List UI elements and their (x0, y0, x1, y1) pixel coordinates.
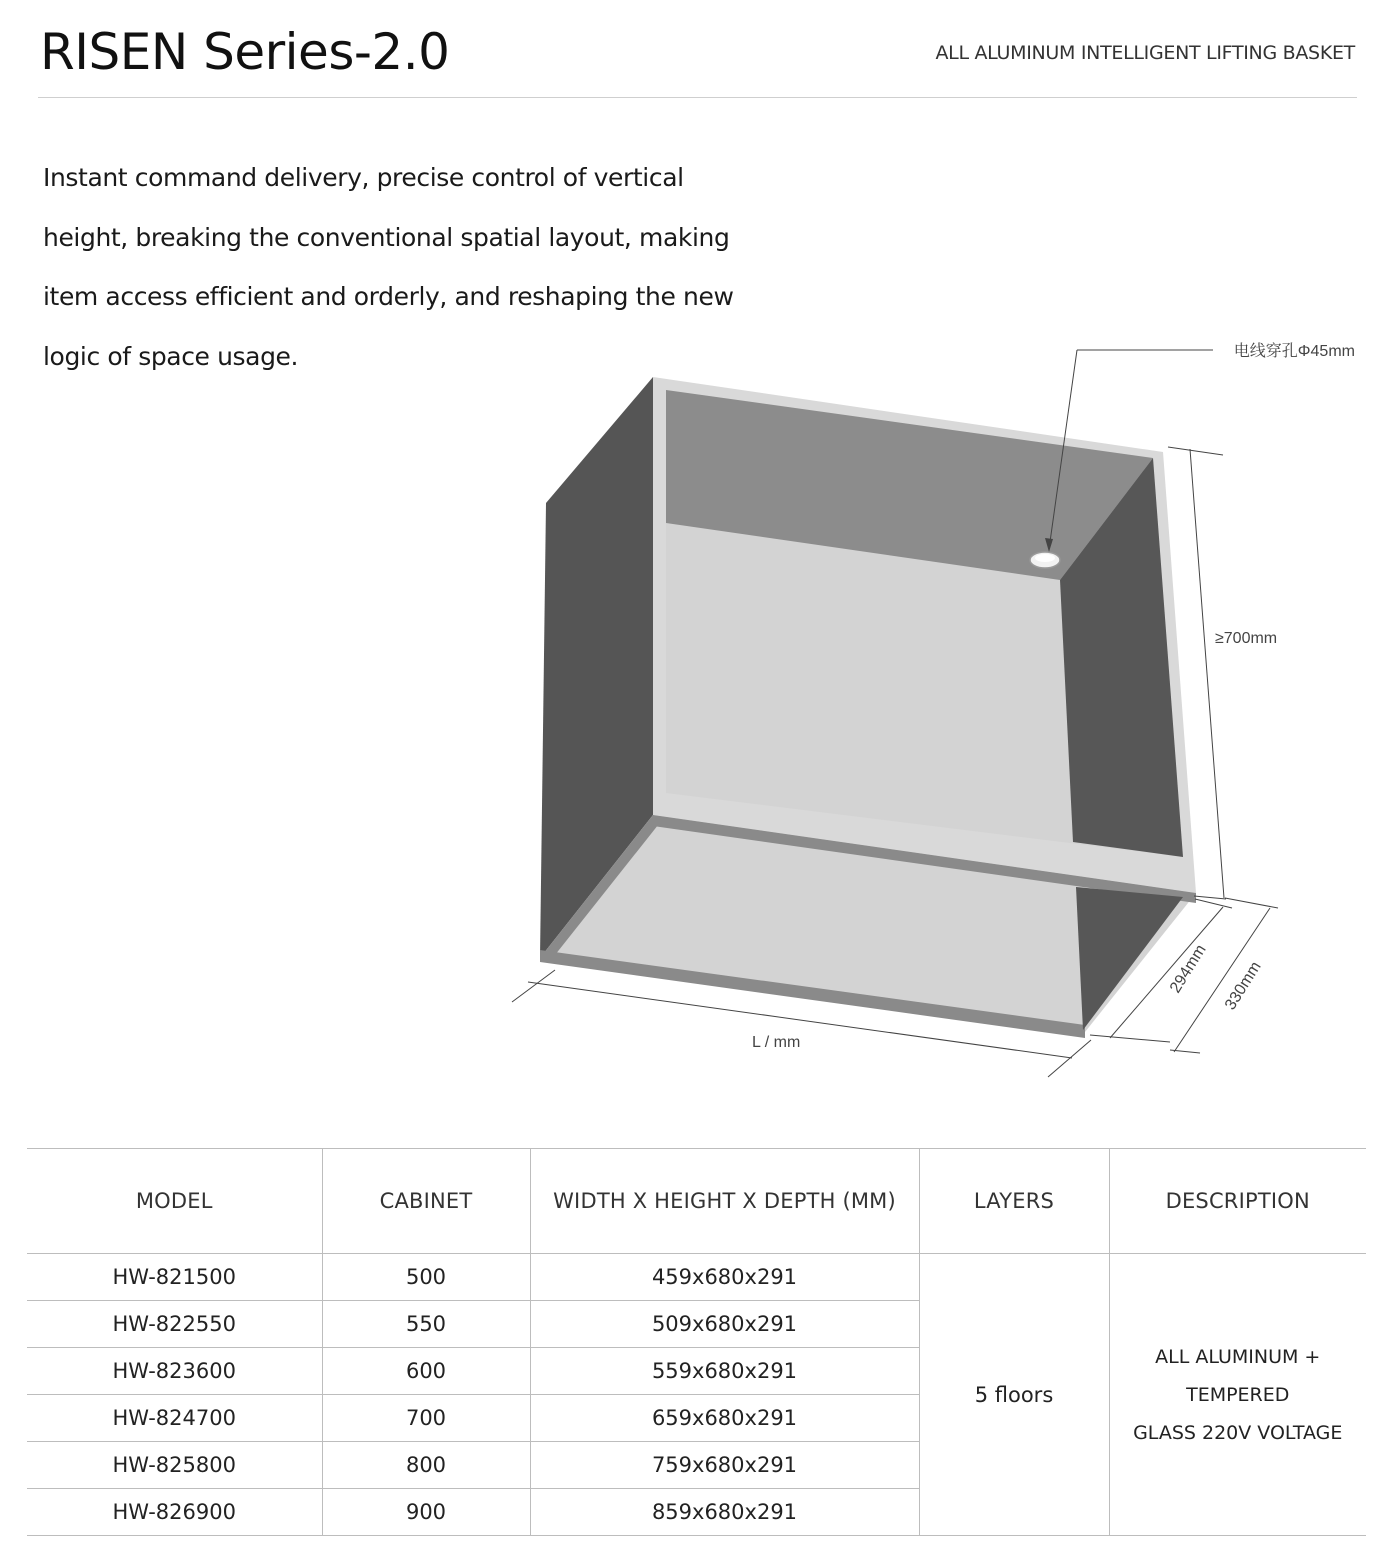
model-cell: HW-822550 (27, 1301, 322, 1348)
page-title: RISEN Series-2.0 (40, 23, 450, 81)
intro-line: Instant command delivery, precise control of vertical (43, 163, 684, 192)
header-dimensions: WIDTH X HEIGHT X DEPTH (MM) (530, 1149, 919, 1254)
inner-depth-label: 294mm (1166, 941, 1210, 997)
cable-hole-inner (1035, 554, 1055, 562)
cabinet-cell: 500 (322, 1254, 530, 1301)
right-front-panel (1076, 887, 1183, 1030)
description-line: ALL ALUMINUM + (1155, 1345, 1321, 1368)
dims-cell: 559x680x291 (530, 1348, 919, 1395)
model-cell: HW-825800 (27, 1442, 322, 1489)
intro-line: item access efficient and orderly, and reshaping the new (43, 282, 734, 311)
intro-line: logic of space usage. (43, 341, 299, 371)
model-cell: HW-824700 (27, 1395, 322, 1442)
header-layers: LAYERS (919, 1149, 1109, 1254)
page-subtitle: ALL ALUMINUM INTELLIGENT LIFTING BASKET (935, 42, 1355, 64)
model-cell: HW-823600 (27, 1348, 322, 1395)
table-row (27, 1254, 1366, 1301)
header-model: MODEL (27, 1149, 322, 1254)
dims-cell: 859x680x291 (530, 1489, 919, 1536)
header-cabinet: CABINET (322, 1149, 530, 1254)
length-label: L / mm (752, 1034, 801, 1051)
dims-cell: 459x680x291 (530, 1254, 919, 1301)
model-cell: HW-826900 (27, 1489, 322, 1536)
header-description: DESCRIPTION (1109, 1149, 1366, 1254)
cabinet-cell: 700 (322, 1395, 530, 1442)
description-line: GLASS 220V VOLTAGE (1133, 1421, 1343, 1444)
outer-depth-label: 330mm (1221, 958, 1265, 1014)
intro-line: height, breaking the conventional spatial layout, making (43, 222, 730, 252)
cabinet-cell: 800 (322, 1442, 530, 1489)
cable-hole-label: 电线穿孔Φ45mm (1233, 343, 1355, 360)
description-line: TEMPERED (1186, 1383, 1290, 1406)
table-header-row (27, 1149, 1366, 1254)
layers-cell: 5 floors (919, 1254, 1109, 1536)
spec-table (27, 1148, 1366, 1536)
dims-cell: 509x680x291 (530, 1301, 919, 1348)
cabinet-cell: 550 (322, 1301, 530, 1348)
description-cell (1109, 1254, 1366, 1536)
cabinet-cell: 900 (322, 1489, 530, 1536)
height-label: ≥700mm (1215, 630, 1278, 647)
cabinet-cell: 600 (322, 1348, 530, 1395)
model-cell: HW-821500 (27, 1254, 322, 1301)
dims-cell: 759x680x291 (530, 1442, 919, 1489)
dims-cell: 659x680x291 (530, 1395, 919, 1442)
